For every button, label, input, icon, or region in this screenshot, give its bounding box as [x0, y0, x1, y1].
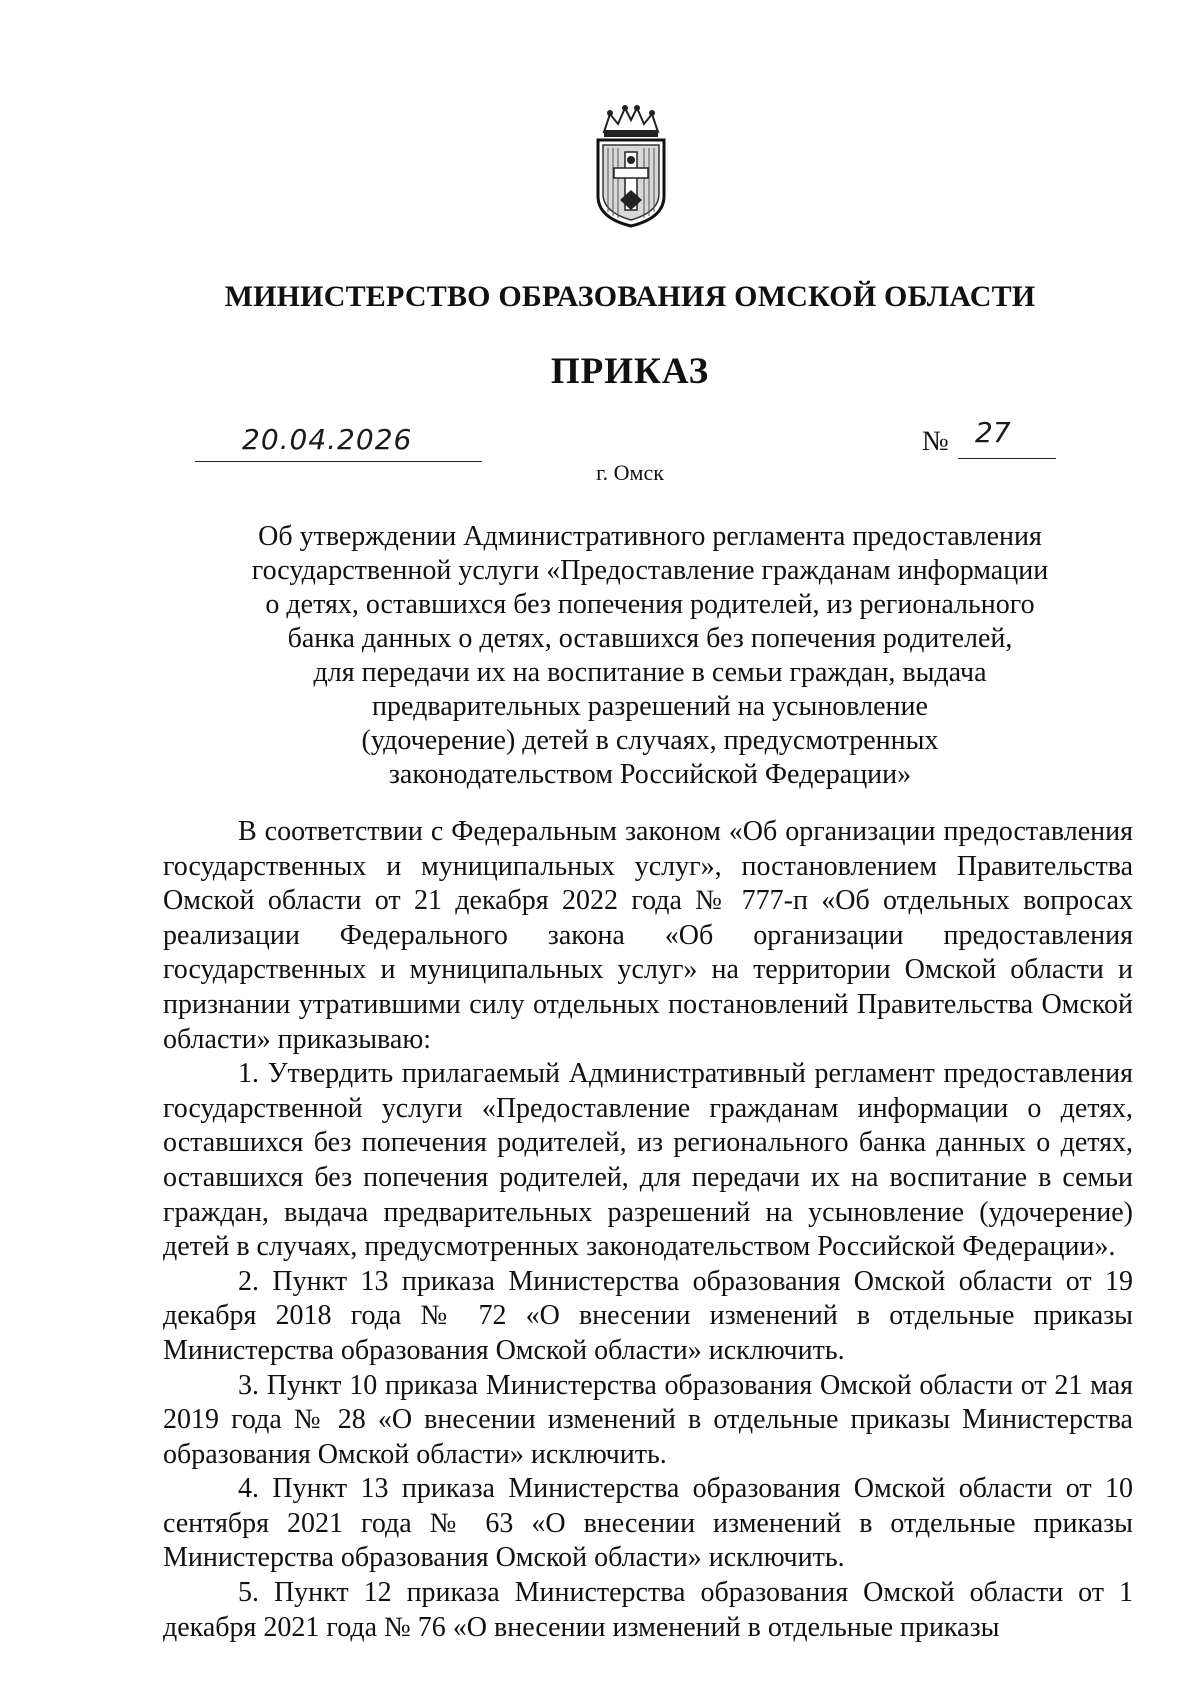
order-date: 20.04.2026 [242, 423, 413, 456]
order-item: 4. Пункт 13 приказа Министерства образования Омской области от 10 сентября 2021 года № 63 «О внесении изменений в отдельные приказы Министерства образования Омской области» исключить. [163, 1473, 1133, 1574]
number-sign: № [922, 426, 949, 457]
subject-line: для передачи их на воспитание в семьи граждан, выдача [313, 657, 987, 688]
ministry-name: МИНИСТЕРСТВО ОБРАЗОВАНИЯ ОМСКОЙ ОБЛАСТИ [224, 280, 1036, 313]
preamble-paragraph: В соответствии с Федеральным законом «Об организации предоставления государственных и муниципальных услуг», постановлением Правительства Омской области от 21 декабря 2022 года № 777-п «Об отдельных вопросах реализации Федерального закона «Об организации предоставления государственных и муниципальных услуг» на территории Омской области и признании утратившими силу отдельных постановлений Правительства Омской области» приказываю: [163, 816, 1133, 1055]
city: г. Омск [596, 460, 664, 485]
number-underline [958, 458, 1056, 459]
order-item: 1. Утвердить прилагаемый Административный регламент предоставления государственной услуги «Предоставление гражданам информации о детях, оставшихся без попечения родителей, из регионального банка данных о детях, оставшихся без попечения родителей, для передачи их на воспитание в семьи граждан, выдача предварительных разрешений на усыновление (удочерение) детей в случаях, предусмотренных законодательством Российской Федерации». [163, 1058, 1133, 1263]
order-subject [235, 520, 1065, 792]
order-item: 5. Пункт 12 приказа Министерства образования Омской области от 1 декабря 2021 года № 76 «О внесении изменений в отдельные приказы [163, 1577, 1133, 1643]
order-item: 2. Пункт 13 приказа Министерства образования Омской области от 19 декабря 2018 года № 72 «О внесении изменений в отдельные приказы Министерства образования Омской области» исключить. [163, 1265, 1133, 1366]
subject-line: предварительных разрешений на усыновление [372, 691, 928, 722]
order-number: 27 [975, 416, 1011, 449]
subject-line: банка данных о детях, оставшихся без попечения родителей, [287, 623, 1013, 654]
subject-line: (удочерение) детей в случаях, предусмотренных [361, 725, 939, 756]
subject-line: государственной услуги «Предоставление гражданам информации [251, 555, 1049, 586]
subject-line: о детях, оставшихся без попечения родителей, из регионального [265, 589, 1035, 620]
order-body [163, 815, 1133, 1645]
subject-line: Об утверждении Административного регламента предоставления [258, 521, 1042, 552]
order-item: 3. Пункт 10 приказа Министерства образования Омской области от 21 мая 2019 года № 28 «О внесении изменений в отдельные приказы Министерства образования Омской области» исключить. [163, 1369, 1133, 1470]
document-type-title: ПРИКАЗ [550, 351, 710, 392]
omsk-coat-of-arms-icon [590, 104, 672, 230]
subject-line: законодательством Российской Федерации» [388, 759, 912, 790]
